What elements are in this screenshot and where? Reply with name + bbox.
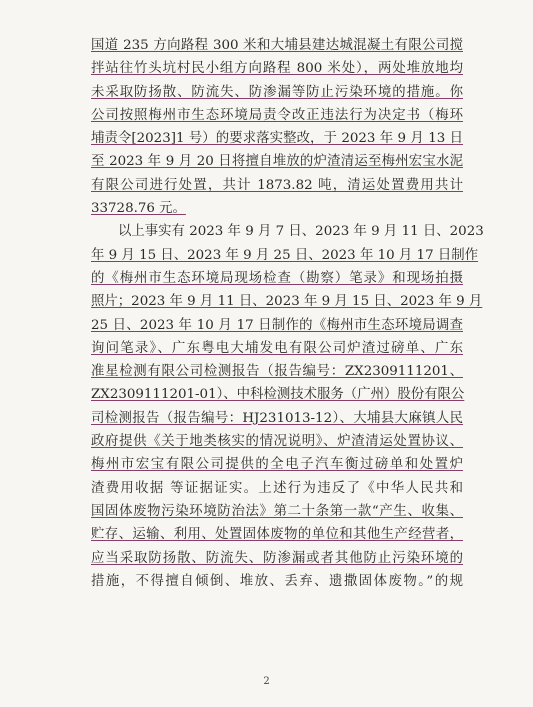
text-line: 有限公司进行处置，共计 1873.82 吨，清运处置费用共计	[91, 177, 463, 193]
text-line: 未采取防扬散、防流失、防渗漏等防止污染环境的措施。你	[91, 84, 463, 100]
text-line: 询问笔录》、广东粤电大埔发电有限公司炉渣过磅单、广东	[91, 340, 463, 356]
text-line: 25 日、2023 年 10 月 17 日制作的《梅州市生态环境局调查	[91, 317, 463, 333]
text-line: 准星检测有限公司检测报告（报告编号：ZX2309111201、	[91, 364, 463, 380]
text-line: 贮存、运输、利用、处置固体废物的单位和其他生产经营者，	[91, 527, 463, 543]
body-text	[91, 34, 484, 593]
text-line: 拌站往竹头坑村民小组方向路程 800 米处），两处堆放地均	[91, 61, 463, 77]
text-line: 措施，不得擅自倾倒、堆放、丢弃、遗撒固体废物。”的规	[91, 573, 463, 589]
text-line: 政府提供《关于地类核实的情况说明》、炉渣清运处置协议、	[91, 434, 463, 450]
page-number: 2	[263, 676, 270, 687]
text-line: 的《梅州市生态环境局现场检查（勘察）笔录》和现场拍摄	[91, 270, 463, 286]
text-line: 照片；2023 年 9 月 11 日、2023 年 9 月 15 日、2023 年 9 月	[91, 294, 483, 310]
text-line: 国道 235 方向路程 300 米和大埔县建达城混凝土有限公司搅	[91, 38, 463, 53]
text-line: 33728.76 元。	[91, 201, 186, 217]
text-line: 公司按照梅州市生态环境局责令改正违法行为决定书（梅环	[91, 107, 463, 123]
text-line: 至 2023 年 9 月 20 日将擅自堆放的炉渣清运至梅州宏宝水泥	[91, 154, 463, 170]
text-line: 梅州市宏宝有限公司提供的全电子汽车衡过磅单和处置炉	[91, 457, 463, 473]
text-line: 应当采取防扬散、防流失、防渗漏或者其他防止污染环境的	[91, 550, 463, 566]
text-line: 国固体废物污染环境防治法》第二十条第一款“产生、收集、	[91, 503, 463, 519]
text-line: ZX2309111201-01）、中科检测技术服务（广州）股份有限公	[91, 387, 465, 403]
text-line: 渣费用收据 等证据证实。上述行为违反了《中华人民共和	[91, 480, 463, 496]
paragraph-start-line: 以上事实有 2023 年 9 月 7 日、2023 年 9 月 11 日、2023	[118, 224, 484, 240]
text-line: 年 9 月 15 日、2023 年 9 月 25 日、2023 年 10 月 17 日制作	[91, 247, 479, 263]
text-line: 司检测报告（报告编号：HJ231013-12）、大埔县大麻镇人民	[91, 410, 463, 426]
text-line: 埔责令[2023]1 号）的要求落实整改，于 2023 年 9 月 13 日	[91, 131, 463, 147]
